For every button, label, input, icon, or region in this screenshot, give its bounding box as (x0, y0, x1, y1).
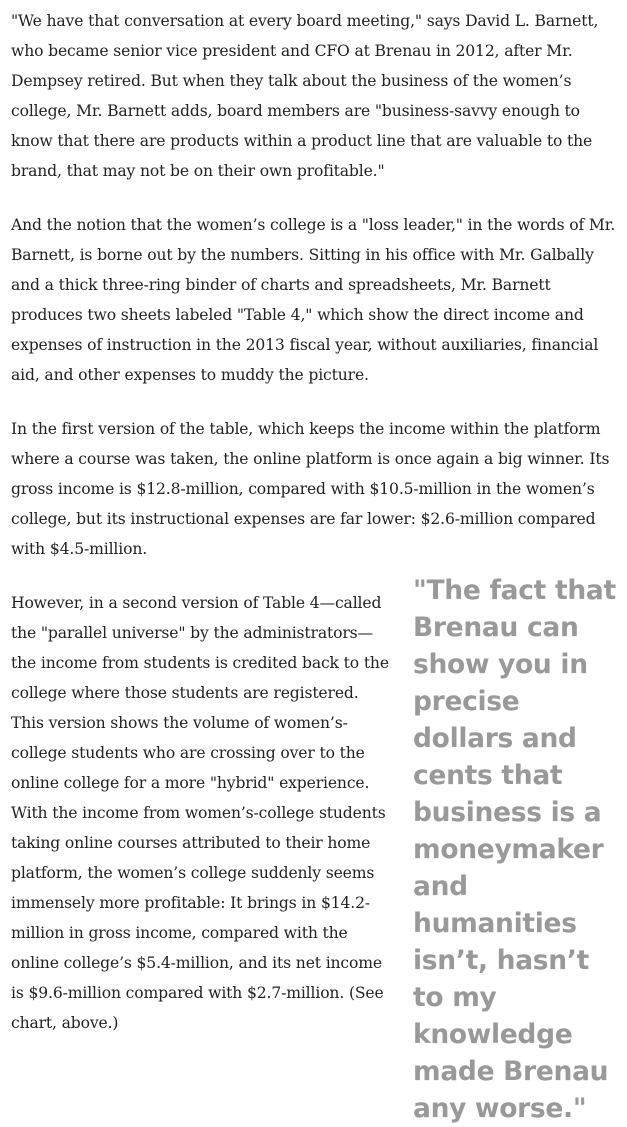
article-paragraph-2: And the notion that the women’s college is a "loss leader," in the words of Mr. Barnett, is borne out by the numbers. Sitting in his office with Mr. Galbally and a thick three-ring binder of charts and spreadsheets, Mr. Barnett produces two sheets labeled "Table 4," which show the direct income and expenses of instruction in the 2013 fiscal year, without auxiliaries, financial aid, and other expenses to muddy the picture. (11, 216, 616, 384)
article-paragraph-4: However, in a second version of Table 4—called the "parallel universe" by the administrators—the income from students is credited back to the college where those students are registered. This version shows the volume of women’s-college students who are crossing over to the online college for a more "hybrid" experience. With the income from women’s-college students taking online courses attributed to their home platform, the women’s college suddenly seems immensely more profitable: It brings in $14.2-million in gross income, compared with the online college’s $5.4-million, and its net income is $9.6-million compared with $2.7-million. (See chart, above.) (11, 594, 389, 1032)
article-body (11, 6, 616, 1124)
article-paragraph-1: "We have that conversation at every board meeting," says David L. Barnett, who became senior vice president and CFO at Brenau in 2012, after Mr. Dempsey retired. But when they talk about the business of the women’s college, Mr. Barnett adds, board members are "business-savvy enough to know that there are products within a product line that are valuable to the brand, that may not be on their own profitable." (11, 12, 599, 180)
article-paragraph-3: In the first version of the table, which keeps the income within the platform where a course was taken, the online platform is once again a big winner. Its gross income is $12.8-million, compared with $10.5-million in the women’s college, but its instructional expenses are far lower: $2.6-million compared with $4.5-million. (11, 420, 610, 558)
article-split-section (11, 575, 616, 1124)
pull-quote: "The fact that Brenau can show you in precise dollars and cents that business is a moneymaker and humanities isn’t, hasn’t to my knowledge made Brenau any worse." (413, 575, 616, 1124)
